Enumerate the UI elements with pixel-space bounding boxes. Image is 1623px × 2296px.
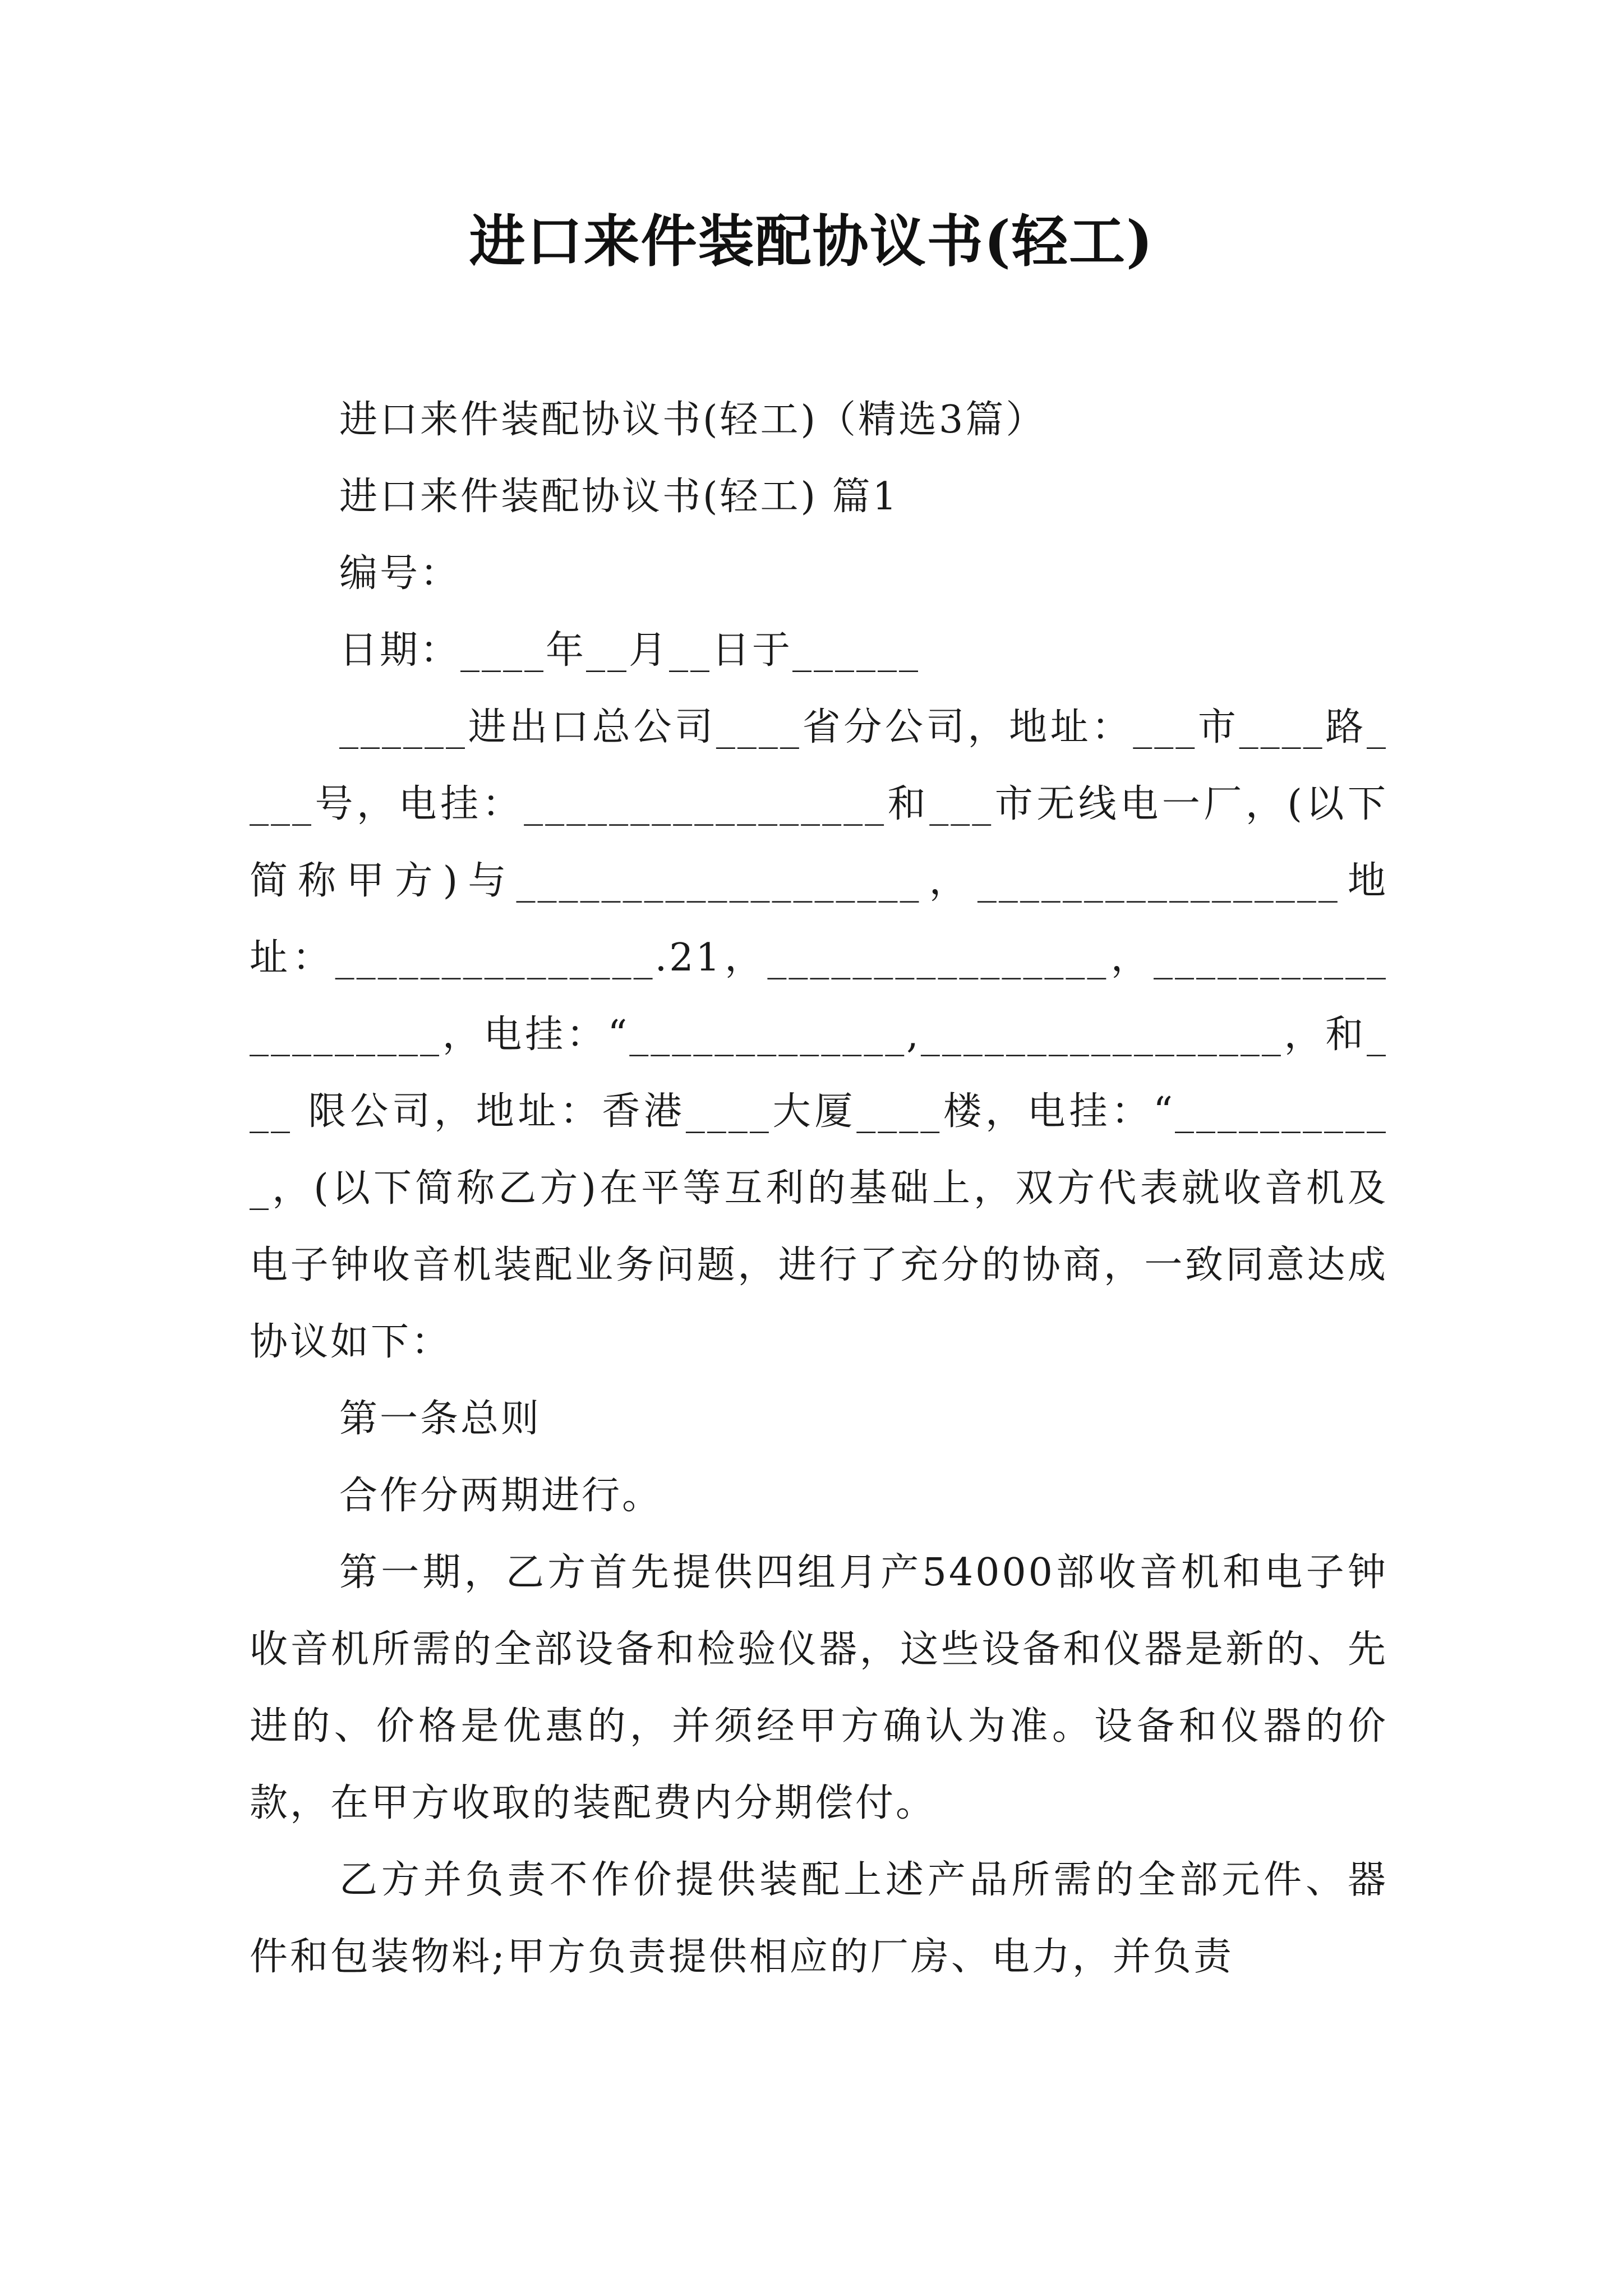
document-title: 进口来件装配协议书(轻工) [469,208,1154,274]
paragraph-parties: ______进出口总公司____省分公司，地址：___市____路____号，电挂：_________________和___市无线电一厂，(以下简称甲方)与___________________，_________________地址：_______________.21，________________，____________________，电挂：“_____________,_________________，和___ 限公司，地址：香港____大厦____楼，电挂：“___________，(以下简称乙方)在平等互利的基础上，双方代表就收音机及电子钟收音机装配业务问题，进行了充分的协商，一致同意达成协议如下： [250,705,1388,1364]
paragraph-cooperation-phases: 合作分两期进行。 [339,1474,663,1518]
document-body [250,381,1388,1995]
paragraph-phase-one: 第一期，乙方首先提供四组月产54000部收音机和电子钟收音机所需的全部设备和检验仪器，这些设备和仪器是新的、先进的、价格是优惠的，并须经甲方确认为准。设备和仪器的价款，在甲方收取的装配费内分期偿付。 [250,1550,1388,1825]
paragraph-section-heading: 进口来件装配协议书(轻工) 篇1 [339,475,899,519]
paragraph-party-b-duties: 乙方并负责不作价提供装配上述产品所需的全部元件、器件和包装物料;甲方负责提供相应的厂房、电力，并负责 [250,1858,1388,1979]
paragraph-date: 日期：____年__月__日于______ [339,628,921,673]
paragraph-article-one-heading: 第一条总则 [339,1397,542,1441]
paragraph-subtitle: 进口来件装配协议书(轻工)（精选3篇） [339,398,1046,442]
paragraph-number: 编号： [339,551,461,596]
